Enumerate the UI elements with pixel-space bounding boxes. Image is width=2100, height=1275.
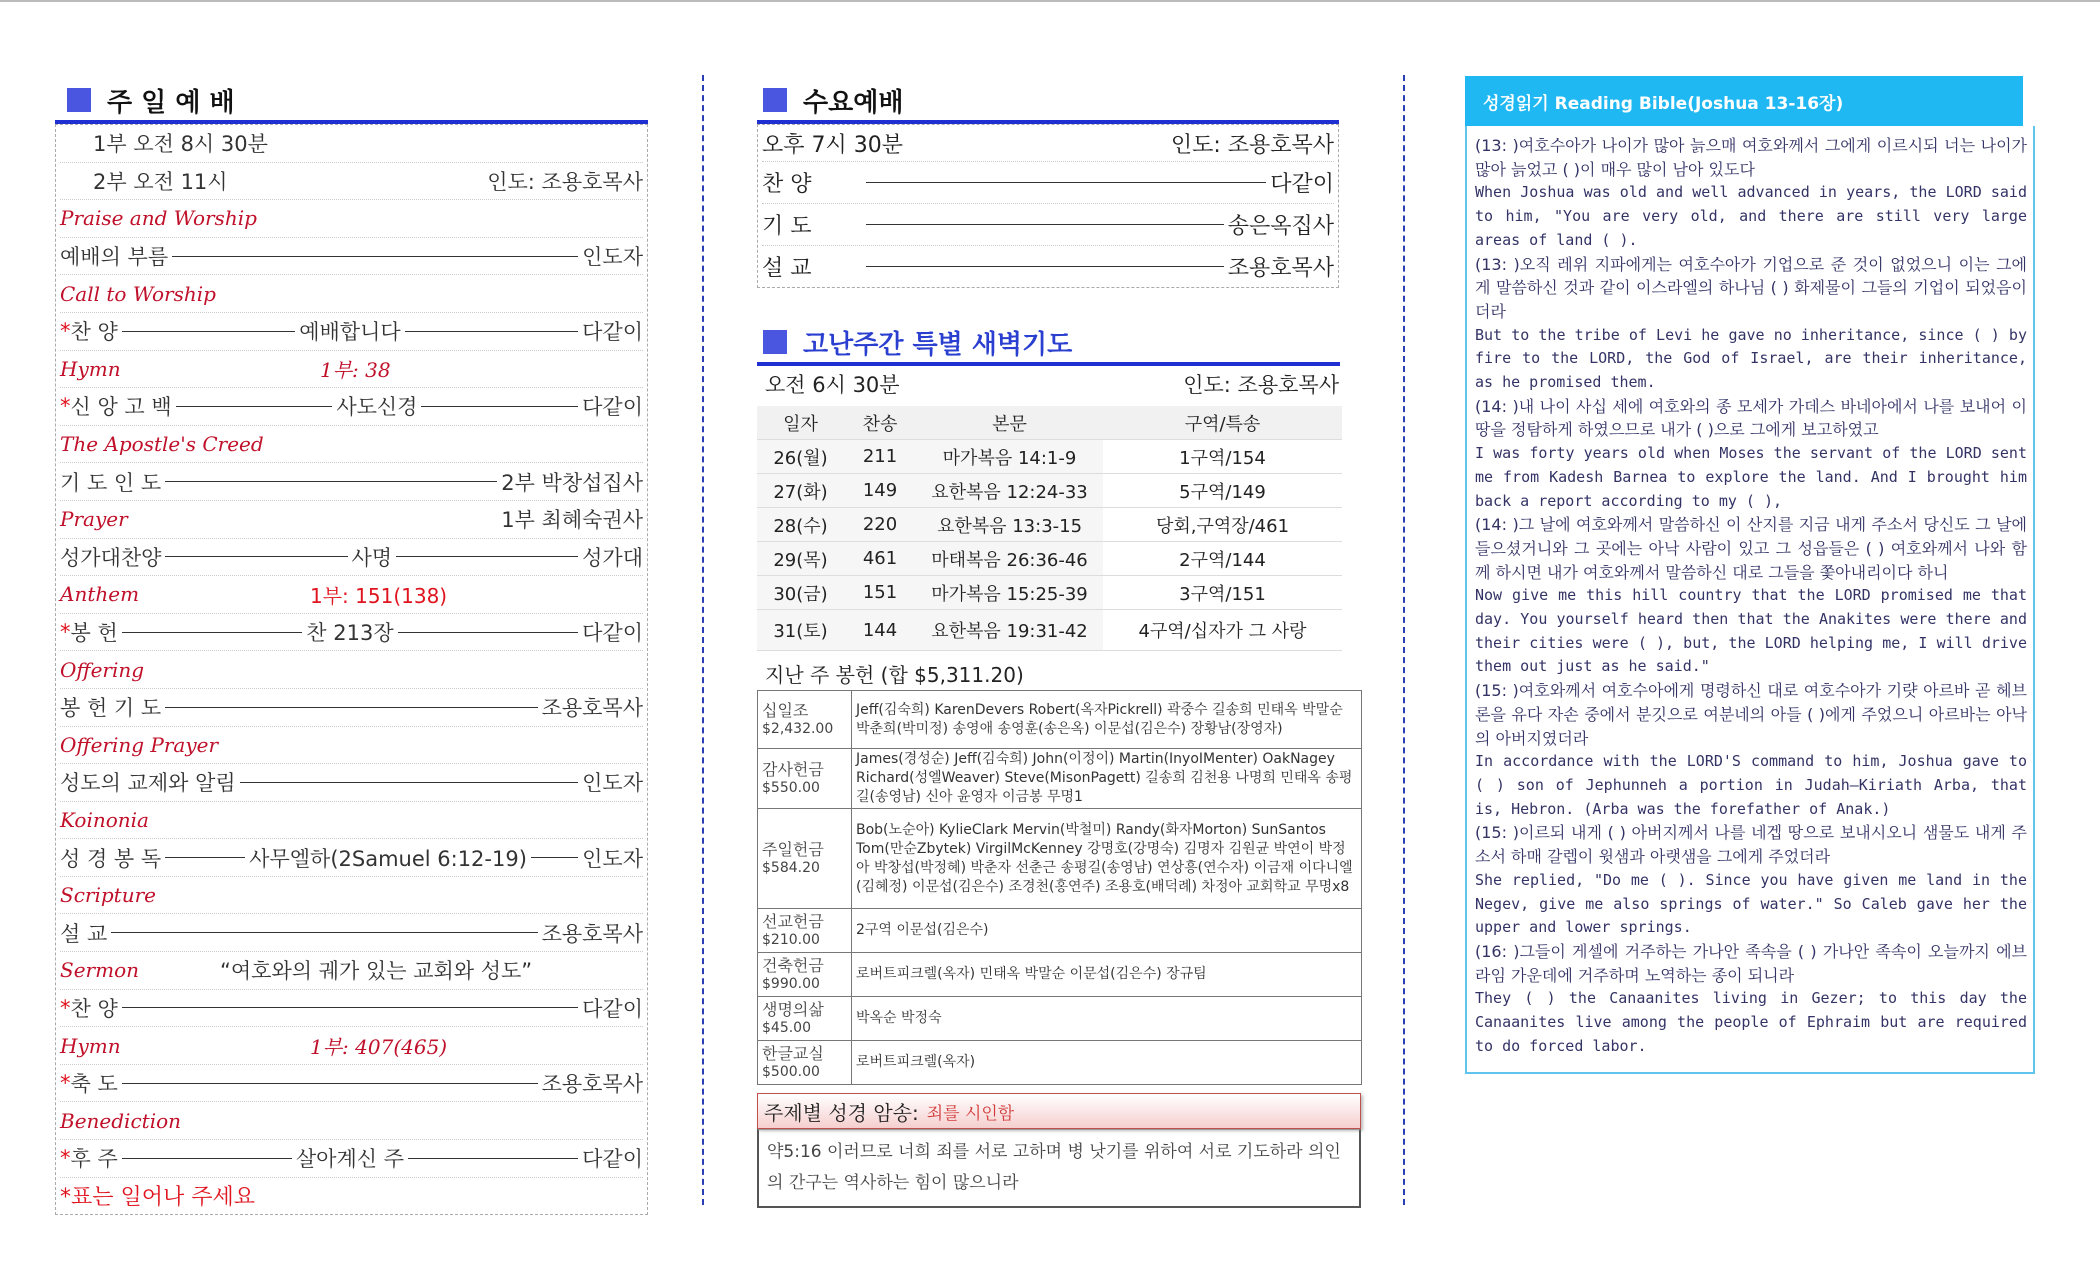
table-cell: 5구역/149 <box>1103 474 1342 508</box>
offering-category: 주일헌금 $584.20 <box>758 809 852 909</box>
sunday-title: 주 일 예 배 <box>67 80 648 120</box>
table-cell: 27(화) <box>757 474 844 508</box>
memory-verse-text: 약5:16 이러므로 너희 죄를 서로 고하며 병 낫기를 위하여 서로 기도하라 의인의 간구는 역사하는 힘이 많으니라 <box>757 1129 1361 1208</box>
table-cell: 151 <box>844 576 916 610</box>
table-cell: 요한복음 19:31-42 <box>916 610 1103 651</box>
bible-verse: Now give me this hill country that the LORD promised me that day. You yourself heard then that the Anakites were there and their cities were ( ), but, the LORD helping me, I will drive them out just as he said." <box>1475 586 2027 676</box>
bible-verse: In accordance with the LORD'S command to him, Joshua gave to ( ) son of Jephunneh a portion in Judah—Kiriath Arba, that is, Hebron. (Arba was the forefather of Anak.) <box>1475 752 2027 818</box>
column-divider <box>702 75 704 1205</box>
dawn-title: 고난주간 특별 새벽기도 <box>763 322 1347 362</box>
table-row <box>758 809 1362 909</box>
table-cell: 144 <box>844 610 916 651</box>
top-border <box>0 0 2100 2</box>
dawn-schedule-table: 일자 찬송 본문 구역/특송 26(월) 211 마가복음 14:1-9 1구역/154 27(화) 149 요한복음 12:24-33 5구역/149 28(수) 220 요한복음 13:3-15 당회,구역장/461 29(목) 461 마태복음 26:36-46 2구역/144 30(금) 151 마가복음 15:25-39 3구역/151 31(토) 144 요한복음 19:31-42 4구역/십자가 그 사랑 <box>757 406 1342 651</box>
dawn-prayer-panel <box>757 322 1347 651</box>
bible-verse: (15: )여호와께서 여호수아에게 명령하신 대로 여호수아가 기럇 아르바 곧 헤브론을 유다 자손 중에서 분깃으로 여분네의 아들 ( )에게 주었으니 아르바는 아낙의 아버지였더라 <box>1475 681 2027 748</box>
dawn-time-row: 오전 6시 30분 인도: 조용호목사 <box>765 373 1339 397</box>
bible-verse: (16: )그들이 게셀에 거주하는 가나안 족속을 ( ) 가나안 족속이 오늘까지 에브라임 가운데에 거주하며 노역하는 종이 되니라 <box>1475 941 2027 985</box>
memory-verse-header: 주제별 성경 암송: 죄를 시인함 <box>757 1093 1361 1129</box>
table-cell: 461 <box>844 542 916 576</box>
offering-panel <box>757 660 1362 1085</box>
column-divider <box>1403 75 1405 1205</box>
table-row <box>757 440 1342 474</box>
bible-reading-panel <box>1465 76 2035 1074</box>
table-cell: 149 <box>844 474 916 508</box>
bible-verse: (14: )그 날에 여호와께서 말씀하신 이 산지를 지금 내게 주소서 당신도 그 날에 들으셨거니와 그 곳에는 아낙 사람이 있고 그 성읍들은 ( ) 여호와께서 나와 함께 하시면 내가 여호와께서 말씀하신 대로 그들을 쫓아내리이다 하니 <box>1475 515 2027 582</box>
wednesday-title: 수요예배 <box>763 80 1339 120</box>
memory-verse-panel <box>757 1093 1361 1208</box>
offering-names: 2구역 이문섭(김은수) <box>852 909 1362 953</box>
wednesday-order: 오후 7시 30분 인도: 조용호목사 찬 양 다같이 기 도 송은옥집사 설 교 조용호목사 <box>757 124 1339 288</box>
table-row <box>758 953 1362 997</box>
table-cell: 마태복음 26:36-46 <box>916 542 1103 576</box>
bible-verse: (13: )여호수아가 나이가 많아 늙으매 여호와께서 그에게 이르시되 너는 나이가 많아 늙었고 ( )이 매우 많이 남아 있도다 <box>1475 136 2027 179</box>
table-row <box>757 474 1342 508</box>
bible-reading-body <box>1465 126 2035 1074</box>
table-row <box>757 610 1342 651</box>
offering-table <box>757 690 1362 1085</box>
bible-verse: (13: )오직 레위 지파에게는 여호수아가 기업으로 준 것이 없었으니 이는 그에게 말씀하신 것과 같이 이스라엘의 하나님 ( ) 화제물이 그들의 기업이 되었음이더라 <box>1475 254 2027 321</box>
offering-names: Jeff(김숙희) KarenDevers Robert(옥자Pickrell) 곽중수 길송희 민태옥 박말순 박춘희(박미정) 송영애 송영훈(송은옥) 이문섭(김은수) 장황남(장영자) <box>852 691 1362 749</box>
square-bullet-icon <box>67 88 91 112</box>
table-cell: 26(월) <box>757 440 844 474</box>
offering-category: 한글교실 $500.00 <box>758 1041 852 1085</box>
table-cell: 요한복음 13:3-15 <box>916 508 1103 542</box>
table-row <box>758 1041 1362 1085</box>
bible-verse: But to the tribe of Levi he gave no inheritance, since ( ) by fire to the LORD, the God of Israel, are their inheritance, as he promised them. <box>1475 325 2027 392</box>
table-cell: 당회,구역장/461 <box>1103 508 1342 542</box>
offering-names: 로버트피크렐(옥자) <box>852 1041 1362 1085</box>
table-row <box>758 691 1362 749</box>
table-row <box>758 909 1362 953</box>
offering-names: James(경성순) Jeff(김숙희) John(이정이) Martin(InyoIMenter) OakNagey Richard(성엘Weaver) Steve(MisonPagett) 길송희 김천용 나명희 민태옥 송평길(송영남) 신아 윤영자 이금봉 무명1 <box>852 749 1362 809</box>
bible-verse: They ( ) the Canaanites living in Gezer; to this day the Canaanites live among the people of Ephraim but are required to do forced labor. <box>1475 989 2027 1055</box>
wednesday-worship-panel <box>757 80 1339 288</box>
square-bullet-icon <box>763 88 787 112</box>
table-cell: 211 <box>844 440 916 474</box>
offering-names: Bob(노순아) KylieClark Mervin(박철미) Randy(화자Morton) SunSantos Tom(만순Zbytek) VirgilMcKenney 강명호(강명숙) 김명자 김원균 박연이 박정아 박창섭(박정혜) 박춘자 선춘근 송평길(송영남) 연상흥(연수자) 이금재 이다니엘(김혜정) 이문섭(김은수) 조경천(홍연주) 조용호(배덕례) 차정아 교회학교 무명x8 <box>852 809 1362 909</box>
table-cell: 29(목) <box>757 542 844 576</box>
bible-verse: She replied, "Do me ( ). Since you have given me land in the Negev, give me also springs of water." So Caleb gave her the upper and lower springs. <box>1475 870 2027 937</box>
table-cell: 4구역/십자가 그 사랑 <box>1103 610 1342 651</box>
table-cell: 2구역/144 <box>1103 542 1342 576</box>
table-cell: 요한복음 12:24-33 <box>916 474 1103 508</box>
table-cell: 3구역/151 <box>1103 576 1342 610</box>
bible-verse: When Joshua was old and well advanced in years, the LORD said to him, "You are very old, and there are still very large areas of land ( ). <box>1475 183 2027 249</box>
table-cell: 220 <box>844 508 916 542</box>
table-cell: 1구역/154 <box>1103 440 1342 474</box>
offering-category: 건축헌금 $990.00 <box>758 953 852 997</box>
table-row <box>758 749 1362 809</box>
offering-category: 생명의삶 $45.00 <box>758 997 852 1041</box>
bible-verse: (14: )내 나이 사십 세에 여호와의 종 모세가 가데스 바네아에서 나를 보내어 이 땅을 정탐하게 하였으므로 내가 ( )으로 그에게 보고하였고 <box>1475 396 2027 440</box>
square-bullet-icon <box>763 330 787 354</box>
offering-category: 선교헌금 $210.00 <box>758 909 852 953</box>
bible-reading-header: 성경읽기 Reading Bible(Joshua 13-16장) <box>1465 76 2023 126</box>
order-of-worship: 1부 오전 8시 30분 2부 오전 11시 인도: 조용호목사 Praise and Worship 예배의 부름 인도자 Call to Worship * 찬 양 예배합니다 다같이 Hymn 1부: 38 * 신 앙 고 백 사도신경 다같이 The Apostle's Creed 기 도 인 도 2부 박창섭집사 Prayer 1부 최혜숙권사 성가대찬양 사명 성가대 Anthem 1부: 151(138) * 봉 헌 찬 213장 다같이 Offering 봉 헌 기 도 조용호목사 Offering Prayer 성도의 교제와 알림 인도자 Koinonia 성 경 봉 독 사무엘하(2Samuel 6:12-19) 인도자 Scripture 설 교 조용호목사 Sermon “여호와의 궤가 있는 교회와 성도” * 찬 양 다같이 Hymn 1부: 407(465) * 축 도 조용호목사 Benediction * 후 주 살아계신 주 다같이 *표는 일어나 주세요 <box>55 124 648 1215</box>
table-cell: 31(토) <box>757 610 844 651</box>
bible-verse: I was forty years old when Moses the servant of the LORD sent me from Kadesh Barnea to explore the land. And I brought him back a report according to my ( ), <box>1475 444 2027 510</box>
bible-verse: (15: )이르되 내게 ( ) 아버지께서 나를 네겝 땅으로 보내시오니 샘물도 내게 주소서 하매 갈렙이 윗샘과 아랫샘을 그에게 주었더라 <box>1475 823 2027 867</box>
sunday-worship-panel <box>55 80 648 1215</box>
offering-names: 로버트피크렐(옥자) 민태옥 박말순 이문섭(김은수) 장규팀 <box>852 953 1362 997</box>
table-cell: 마가복음 15:25-39 <box>916 576 1103 610</box>
table-row <box>757 508 1342 542</box>
offering-category: 십일조 $2,432.00 <box>758 691 852 749</box>
offering-category: 감사헌금 $550.00 <box>758 749 852 809</box>
table-row <box>757 542 1342 576</box>
table-row <box>757 576 1342 610</box>
table-cell: 마가복음 14:1-9 <box>916 440 1103 474</box>
table-row <box>758 997 1362 1041</box>
offering-names: 박옥순 박정숙 <box>852 997 1362 1041</box>
table-cell: 30(금) <box>757 576 844 610</box>
table-cell: 28(수) <box>757 508 844 542</box>
offering-title: 지난 주 봉헌 (합 $5,311.20) <box>765 663 1024 687</box>
